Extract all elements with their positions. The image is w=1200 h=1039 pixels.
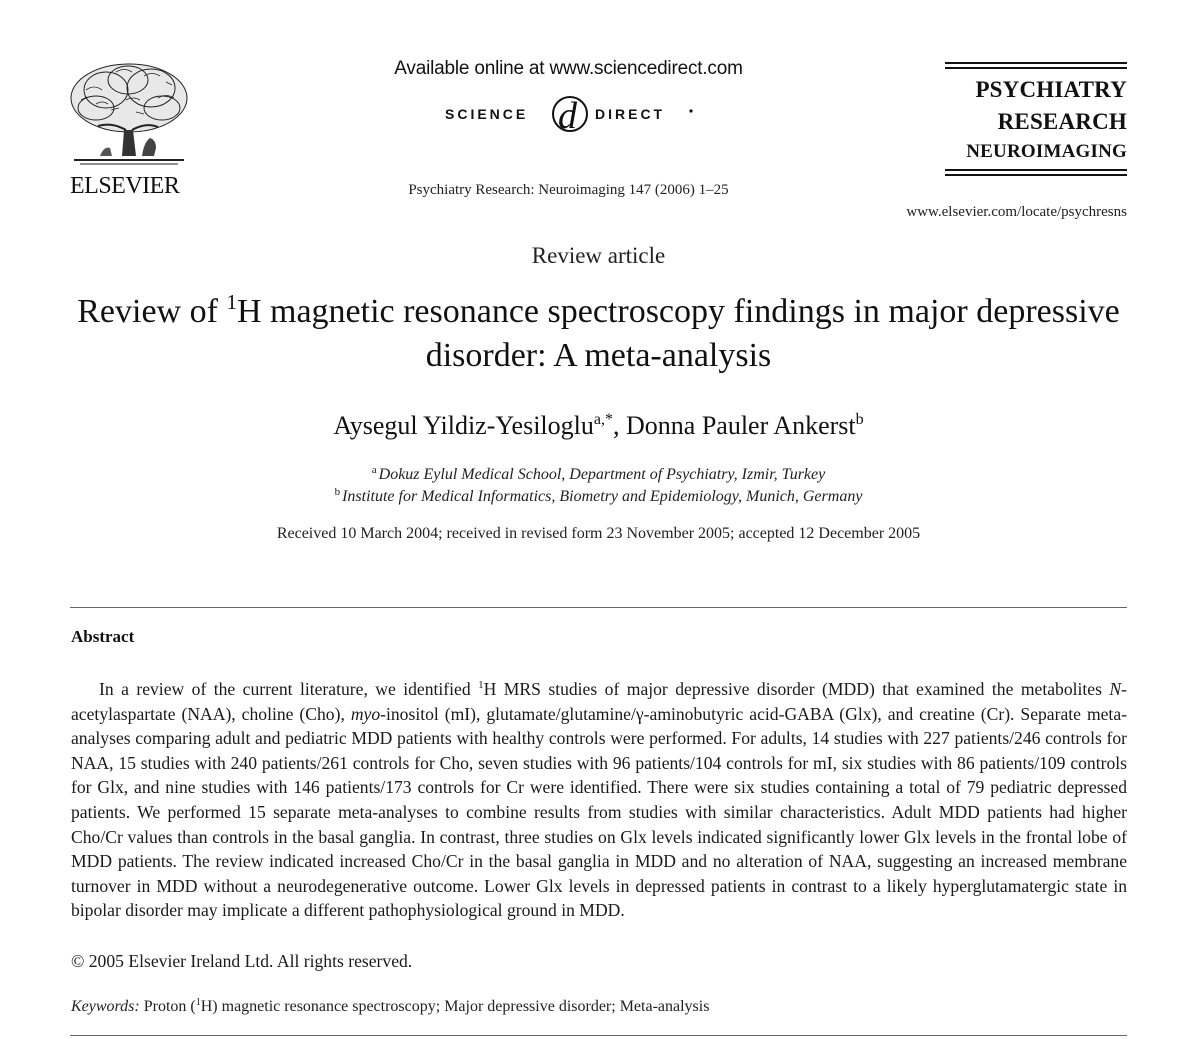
affiliation-mark: a	[371, 464, 377, 476]
author-name[interactable]: Donna Pauler Ankerst	[626, 411, 856, 440]
sciencedirect-logo-right: DIRECT	[595, 106, 666, 122]
article-title-sup: 1	[226, 290, 237, 314]
keywords-superscript: 1	[195, 997, 201, 1008]
affiliation-mark: b	[334, 486, 341, 498]
affiliation-b	[0, 488, 1197, 506]
publisher-name: ELSEVIER	[70, 173, 180, 199]
abstract-text-run: H MRS studies of major depressive disorder (MDD) that examined the metabolites	[483, 679, 1110, 699]
journal-title-rule-top	[945, 62, 1127, 69]
abstract-body	[71, 677, 1127, 923]
sciencedirect-logo-glyph: d	[558, 95, 577, 137]
abstract-text-run: -inositol (mI), glutamate/glutamine/γ-aminobutyric acid-GABA (Glx), and creatine (Cr). Separate meta-analyses comparing adult and pediatric MDD patients with healthy controls were performed. For adults, 14 studies with 227 patients/246 controls for NAA, 15 studies with 240 patients/261 controls for Cho, seven studies with 96 patients/104 controls for mI, six studies with 86 patients/109 controls for Glx, and nine studies with 146 patients/173 controls for Cr were identified. There were six studies containing a total of 79 pediatric depressed patients. We performed 15 separate meta-analyses to combine results from studies with similar characteristics. Adult MDD patients had higher Cho/Cr values than controls in the basal ganglia. In contrast, three studies on Glx levels indicated significantly lower Glx levels in the frontal lobe of MDD patients. The review indicated increased Cho/Cr in the basal ganglia in MDD and no alteration of NAA, suggesting an increased membrane turnover in MDD without a neurodegenerative outcome. Lower Glx levels in depressed patients in contrast to a likely hyperglutamatergic state in bipolar disorder may implicate a different pathophysiological ground in MDD.	[71, 703, 1127, 921]
keywords	[71, 998, 709, 1016]
journal-title-block	[945, 62, 1127, 176]
journal-citation: Psychiatry Research: Neuroimaging 147 (2006) 1–25	[408, 182, 729, 198]
keywords-text: Proton (	[139, 998, 196, 1015]
sciencedirect-logo-left: SCIENCE	[445, 106, 529, 122]
journal-title-line2: RESEARCH	[997, 109, 1127, 134]
sciencedirect-logo	[445, 92, 695, 138]
author-separator: ,	[613, 411, 626, 440]
abstract-italic: myo	[350, 703, 381, 724]
copyright-notice: © 2005 Elsevier Ireland Ltd. All rights reserved.	[71, 951, 413, 971]
article-title-part2: H magnetic resonance spectroscopy findings in major depressive disorder: A meta-analysis	[236, 293, 1120, 374]
keywords-label: Keywords:	[71, 998, 140, 1015]
author-name[interactable]: Aysegul Yildiz-Yesiloglu	[333, 411, 594, 440]
abstract-text-run: -acetylaspartate (NAA), choline (Cho),	[71, 679, 1127, 724]
divider	[70, 1035, 1127, 1036]
author-affiliation-mark[interactable]: a,*	[593, 411, 613, 428]
divider	[70, 607, 1127, 608]
abstract-text-run: In a review of the current literature, we identified	[99, 679, 479, 699]
affiliation-a	[0, 466, 1197, 484]
author-list	[0, 411, 1197, 441]
article-title	[60, 290, 1137, 378]
abstract-italic: N	[1109, 679, 1122, 699]
article-type: Review article	[531, 243, 666, 268]
article-title-part1: Review of	[77, 293, 227, 330]
abstract-superscript: 1	[478, 679, 484, 691]
journal-url-link[interactable]: www.elsevier.com/locate/psychresns	[906, 204, 1127, 220]
received-dates: Received 10 March 2004; received in revised form 23 November 2005; accepted 12 December 2005	[276, 525, 921, 542]
abstract-heading: Abstract	[71, 627, 135, 646]
keywords-text: H) magnetic resonance spectroscopy; Major depressive disorder; Meta-analysis	[200, 998, 710, 1015]
affiliation-text: Institute for Medical Informatics, Biometry and Epidemiology, Munich, Germany	[342, 488, 863, 505]
journal-title-line1: PSYCHIATRY	[975, 77, 1127, 102]
abstract-paragraph	[71, 677, 1127, 923]
journal-title-line3: NEUROIMAGING	[966, 141, 1127, 162]
journal-title-rule-bottom	[945, 169, 1127, 176]
available-online-text: Available online at www.sciencedirect.com	[394, 58, 743, 79]
author-affiliation-mark[interactable]: b	[855, 411, 864, 428]
affiliation-text: Dokuz Eylul Medical School, Department of Psychiatry, Izmir, Turkey	[378, 466, 826, 483]
